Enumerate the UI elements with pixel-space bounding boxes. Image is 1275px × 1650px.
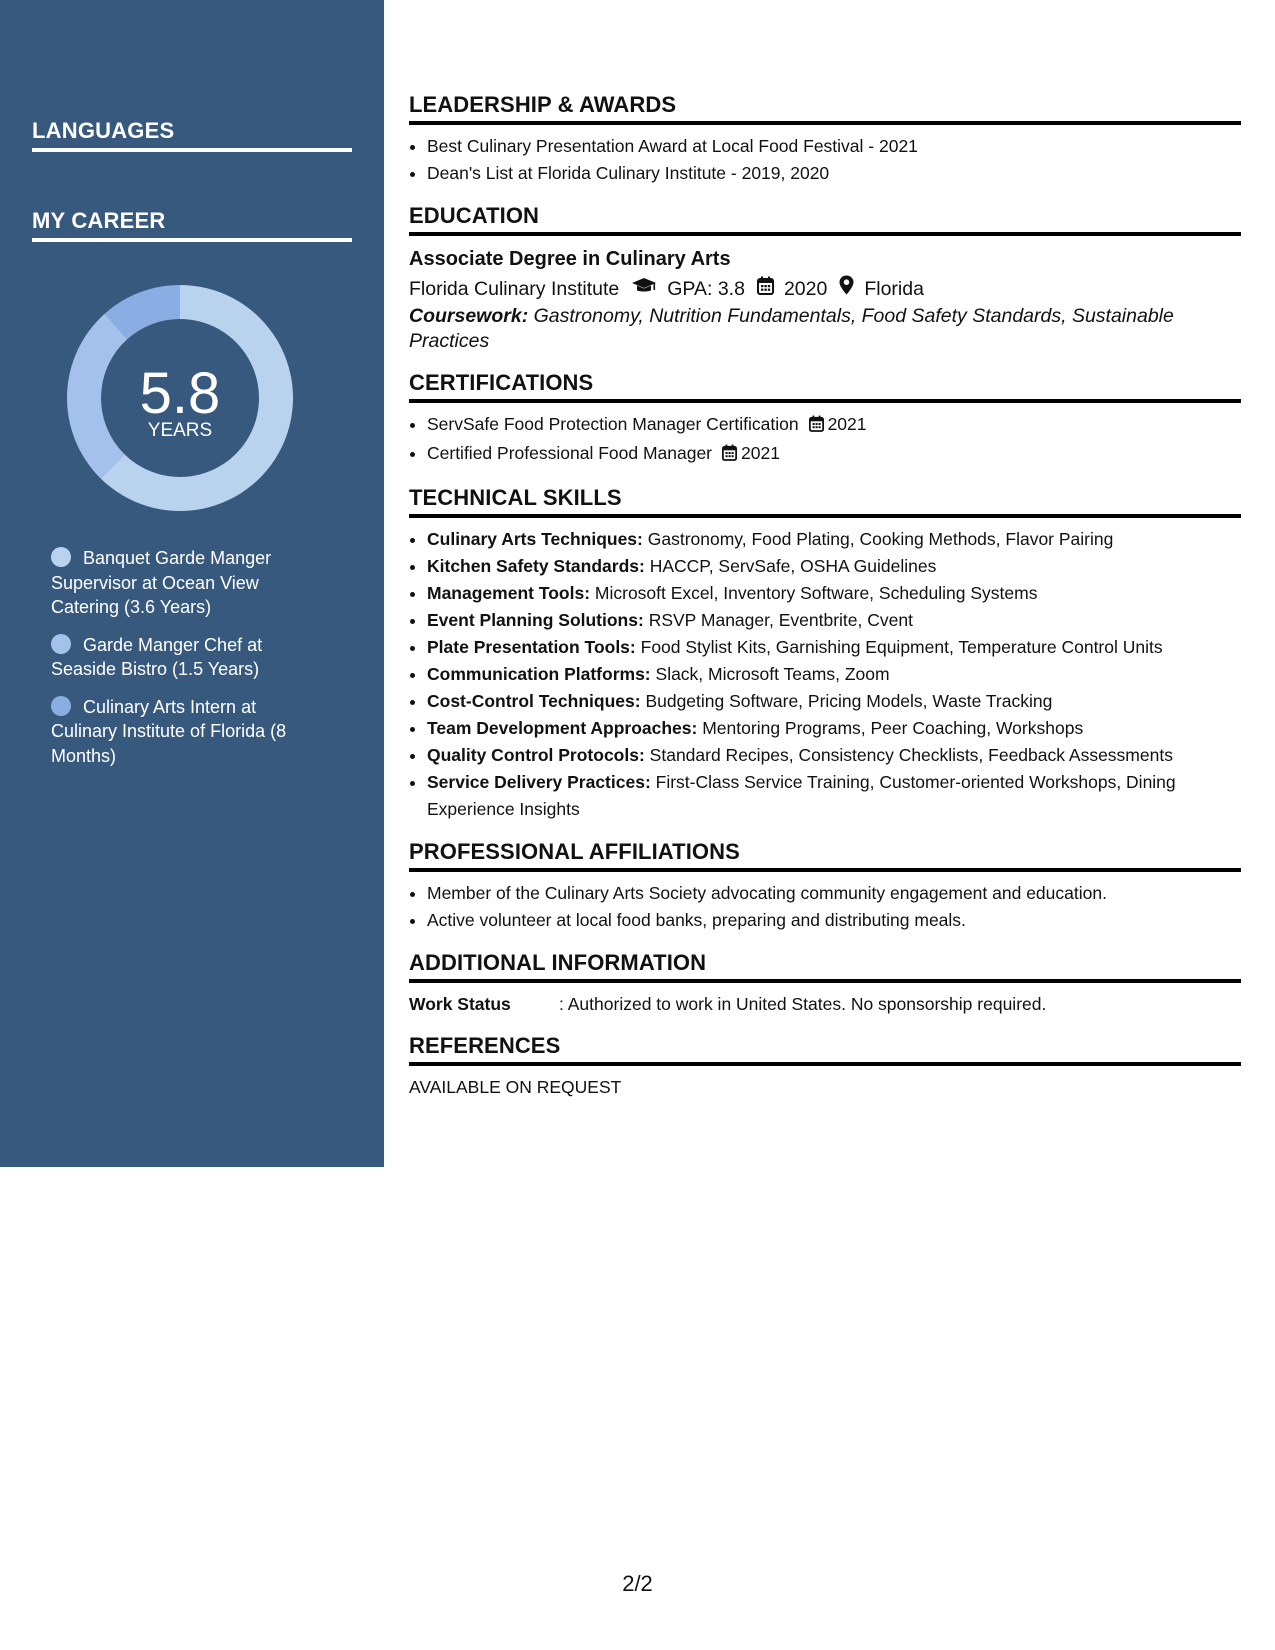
skill-value: Budgeting Software, Pricing Models, Waste Tracking	[645, 691, 1053, 711]
certifications-heading: CERTIFICATIONS	[409, 370, 1241, 403]
list-item	[427, 742, 1241, 769]
bullet-dot-icon	[51, 547, 71, 567]
list-item: • Member of the Culinary Arts Society advocating community engagement and education.	[427, 880, 1241, 907]
graduation-year: 2020	[783, 278, 828, 300]
certifications-section	[409, 370, 1241, 469]
total-years-unit: YEARS	[147, 420, 213, 441]
sidebar	[0, 0, 384, 1167]
work-status-value: : Authorized to work in United States. No sponsorship required.	[559, 994, 1047, 1014]
career-item	[51, 633, 321, 682]
skill-label: Service Delivery Practices:	[427, 772, 651, 792]
additional-heading: ADDITIONAL INFORMATION	[409, 950, 1241, 983]
skills-heading: TECHNICAL SKILLS	[409, 485, 1241, 518]
list-item	[427, 769, 1241, 823]
skill-value: Gastronomy, Food Plating, Cooking Methods, Flavor Pairing	[647, 529, 1114, 549]
skill-value: First-Class Service Training, Customer-oriented Workshops, Dining Experience Insights	[427, 772, 1176, 819]
additional-section	[409, 950, 1241, 1017]
degree-title: Associate Degree in Culinary Arts	[409, 248, 731, 270]
skill-label: Culinary Arts Techniques:	[427, 529, 643, 549]
list-item	[427, 634, 1241, 661]
career-item-text: Culinary Arts Intern at Culinary Institute of Florida (8 Months)	[51, 696, 287, 766]
education-details	[409, 274, 1241, 304]
calendar-icon	[757, 274, 774, 304]
career-heading: MY CAREER	[32, 208, 352, 242]
total-years-value: 5.8	[139, 361, 221, 426]
list-item: • Best Culinary Presentation Award at Local Food Festival - 2021	[427, 133, 1241, 160]
skill-label: Quality Control Protocols:	[427, 745, 645, 765]
location-pin-icon	[839, 274, 854, 304]
skill-label: Kitchen Safety Standards:	[427, 556, 645, 576]
list-item	[427, 715, 1241, 742]
bullet-dot-icon	[51, 696, 71, 716]
career-list	[51, 546, 321, 781]
education-section	[409, 203, 1241, 354]
certification-year: 2021	[827, 414, 867, 434]
certification-name: ServSafe Food Protection Manager Certification	[427, 414, 799, 434]
career-item-text: Banquet Garde Manger Supervisor at Ocean View Catering (3.6 Years)	[51, 548, 272, 617]
leadership-heading: LEADERSHIP & AWARDS	[409, 92, 1241, 125]
bullet-dot-icon	[51, 634, 71, 654]
coursework-text: Gastronomy, Nutrition Fundamentals, Food Safety Standards, Sustainable Practices	[409, 305, 1174, 352]
education-heading: EDUCATION	[409, 203, 1241, 236]
affiliations-section	[409, 839, 1241, 934]
coursework	[409, 304, 1241, 354]
skill-label: Management Tools:	[427, 583, 591, 603]
certification-year: 2021	[741, 443, 780, 463]
skill-value: Microsoft Excel, Inventory Software, Scheduling Systems	[594, 583, 1038, 603]
graduation-cap-icon	[631, 274, 657, 304]
list-item	[427, 580, 1241, 607]
skill-label: Team Development Approaches:	[427, 718, 698, 738]
list-item	[427, 607, 1241, 634]
skill-value: RSVP Manager, Eventbrite, Cvent	[648, 610, 913, 630]
languages-heading: LANGUAGES	[32, 118, 352, 152]
page-number: 2/2	[622, 1571, 653, 1596]
skill-value: Standard Recipes, Consistency Checklists, Feedback Assessments	[649, 745, 1173, 765]
skill-value: Slack, Microsoft Teams, Zoom	[655, 664, 890, 684]
work-status-label: Work Status	[409, 994, 511, 1014]
main-content	[409, 92, 1241, 1116]
references-heading: REFERENCES	[409, 1033, 1241, 1066]
list-item	[427, 526, 1241, 553]
calendar-icon	[722, 442, 737, 469]
certification-name: Certified Professional Food Manager	[427, 443, 713, 463]
skill-label: Cost-Control Techniques:	[427, 691, 641, 711]
affiliations-heading: PROFESSIONAL AFFILIATIONS	[409, 839, 1241, 872]
career-item	[51, 695, 321, 769]
education-location: Florida	[864, 278, 924, 300]
skill-value: Mentoring Programs, Peer Coaching, Workshops	[702, 718, 1084, 738]
list-item	[427, 688, 1241, 715]
list-item	[427, 553, 1241, 580]
list-item	[427, 411, 1241, 440]
calendar-icon	[809, 413, 824, 440]
skill-label: Communication Platforms:	[427, 664, 651, 684]
coursework-label: Coursework:	[409, 305, 529, 327]
gpa-value: GPA: 3.8	[667, 278, 745, 300]
career-item	[51, 546, 321, 620]
list-item	[427, 440, 1241, 469]
references-text: AVAILABLE ON REQUEST	[409, 1077, 622, 1097]
list-item: • Dean's List at Florida Culinary Institute - 2019, 2020	[427, 160, 1241, 187]
skill-value: HACCP, ServSafe, OSHA Guidelines	[649, 556, 937, 576]
work-status	[409, 991, 1241, 1017]
leadership-section	[409, 92, 1241, 187]
institution-name: Florida Culinary Institute	[409, 278, 620, 300]
skill-label: Event Planning Solutions:	[427, 610, 644, 630]
skill-label: Plate Presentation Tools:	[427, 637, 636, 657]
references-section	[409, 1033, 1241, 1100]
skills-section	[409, 485, 1241, 823]
career-item-text: Garde Manger Chef at Seaside Bistro (1.5 Years)	[51, 634, 263, 679]
list-item	[427, 661, 1241, 688]
skill-value: Food Stylist Kits, Garnishing Equipment, Temperature Control Units	[640, 637, 1163, 657]
list-item: • Active volunteer at local food banks, preparing and distributing meals.	[427, 907, 1241, 934]
